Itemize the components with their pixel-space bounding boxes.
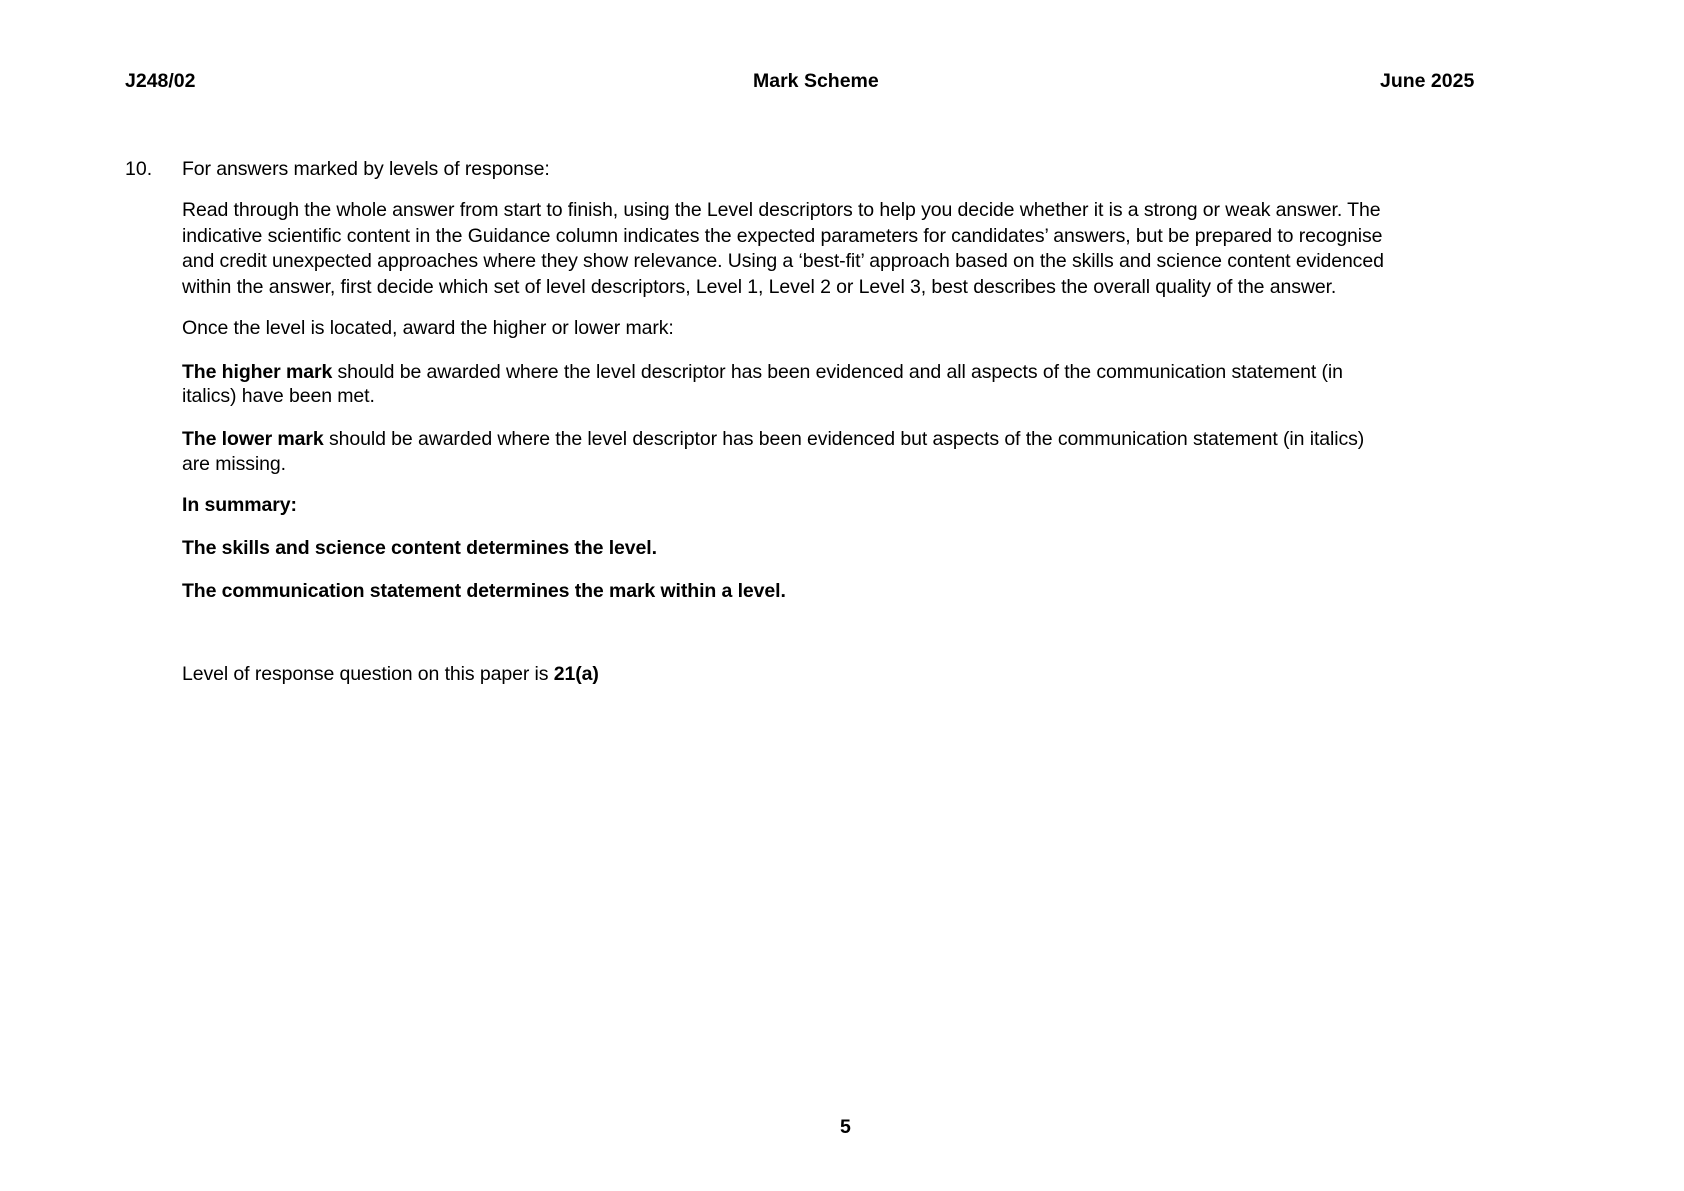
higher-mark-label: The higher mark [182, 361, 333, 383]
paragraph-line: indicative scientific content in the Guidance column indicates the expected parameters for candidates’ answers, but be prepared to recognise [182, 225, 1383, 247]
item-number: 10. [125, 158, 153, 180]
summary-level: The skills and science content determines the level. [182, 537, 657, 559]
header-date: June 2025 [1380, 70, 1475, 92]
paragraph-line: within the answer, first decide which set of level descriptors, Level 1, Level 2 or Level 3, best describes the overall quality of the answer. [182, 276, 1337, 298]
lor-text: Level of response question on this paper is [182, 663, 554, 685]
header-paper-code: J248/02 [125, 70, 196, 92]
higher-mark-text: should be awarded where the level descriptor has been evidenced and all aspects of the communication statement (in [332, 361, 1343, 383]
lower-mark-line1 [182, 430, 1364, 450]
lor-question: 21(a) [553, 663, 599, 685]
lower-mark-line2: are missing. [182, 453, 286, 475]
higher-mark-line1 [182, 363, 1343, 383]
paragraph-level-located: Once the level is located, award the higher or lower mark: [182, 317, 674, 339]
paragraph-line: Read through the whole answer from start to finish, using the Level descriptors to help you decide whether it is a strong or weak answer. The [182, 199, 1381, 221]
lower-mark-text: should be awarded where the level descriptor has been evidenced but aspects of the communication statement (in italics) [323, 428, 1365, 450]
page-number: 5 [840, 1116, 851, 1138]
paragraph-line: and credit unexpected approaches where they show relevance. Using a ‘best-fit’ approach based on the skills and science content evidenced [182, 250, 1384, 272]
summary-heading: In summary: [182, 494, 297, 516]
lower-mark-label: The lower mark [182, 428, 324, 450]
summary-mark: The communication statement determines the mark within a level. [182, 580, 786, 602]
level-of-response-note [182, 665, 599, 685]
higher-mark-line2: italics) have been met. [182, 385, 375, 407]
header-title: Mark Scheme [753, 70, 879, 92]
item-intro: For answers marked by levels of response: [182, 158, 550, 180]
